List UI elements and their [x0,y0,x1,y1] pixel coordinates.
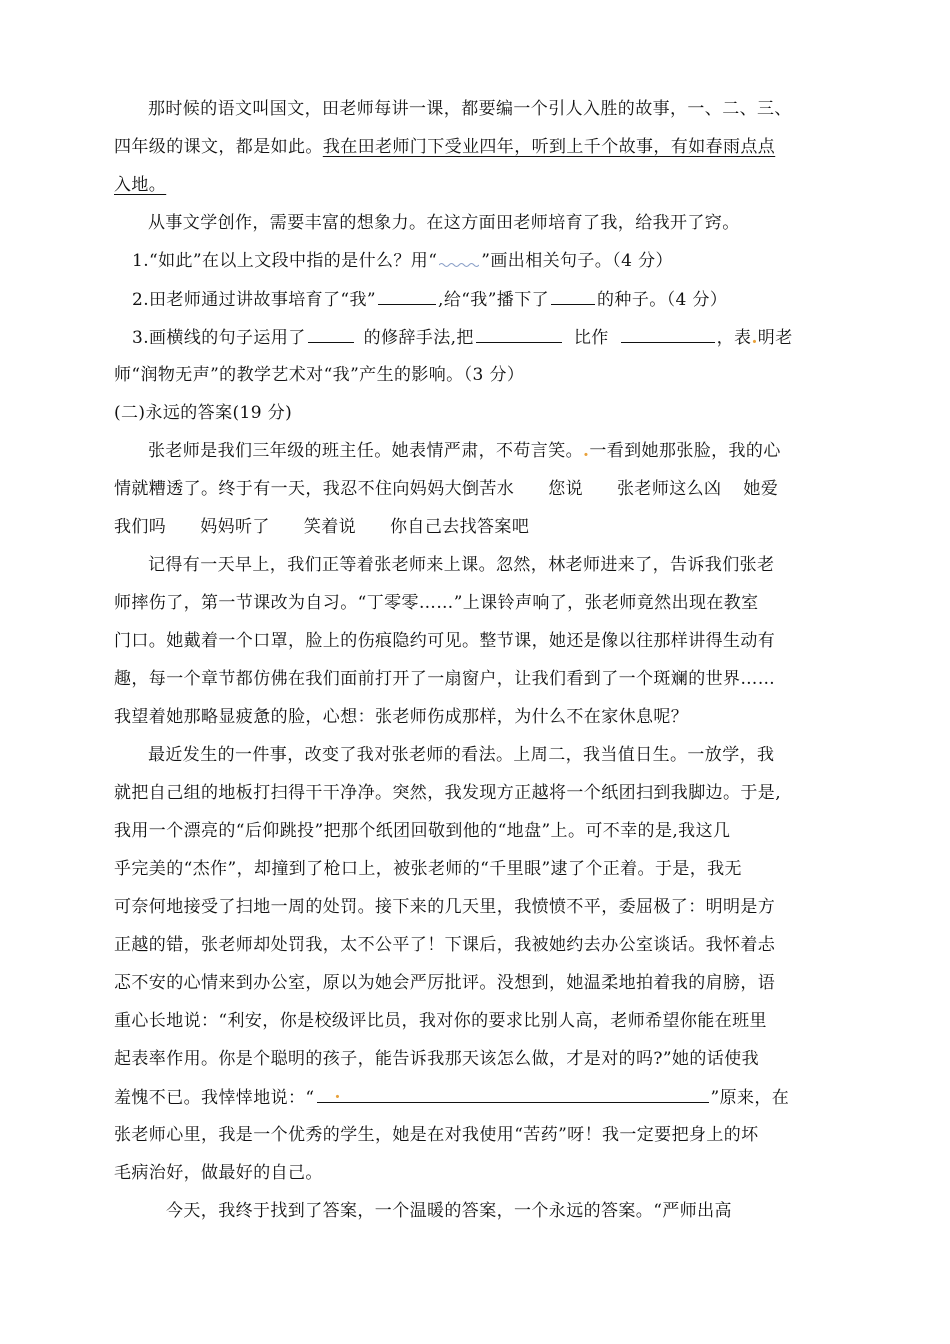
paragraph-line: 记得有一天早上，我们正等着张老师来上课。忽然，林老师进来了，告诉我们张老 [148,555,775,575]
text-run: 张老师是我们三年级的班主任。她表情严肃，不苟言笑。 [148,441,583,461]
highlight-dot: . [583,441,590,461]
paragraph-line: 毛病治好，做最好的自己。 [114,1163,323,1183]
paragraph-line: 那时候的语文叫国文，田老师每讲一课，都要编一个引人入胜的故事，一、二、三、 [148,99,792,119]
question-text: 的修辞手法,把 [363,328,474,348]
paragraph-line: 忑不安的心情来到办公室，原以为她会严厉批评。没想到，她温柔地拍着我的肩膀，语 [114,973,776,993]
question-2 [132,288,862,311]
question-text: ，表 [716,328,752,348]
paragraph-line [114,516,844,538]
answer-blank[interactable] [308,326,354,343]
paragraph-line: 可奈何地接受了扫地一周的处罚。接下来的几天里，我愤愤不平，委屈极了：明明是方 [114,897,776,917]
paragraph-line [148,440,878,462]
question-3-continued: 师“润物无声”的教学艺术对“我”产生的影响。（3 分） [114,365,525,385]
text-run: 我们吗 [114,517,167,537]
paragraph-line: 趣，每一个章节都仿佛在我们面前打开了一扇窗户，让我们看到了一个斑斓的世界…… [114,669,776,689]
question-text: 明老 [757,328,793,348]
answer-blank[interactable] [476,326,562,343]
question-1 [132,250,862,272]
text-run: 情就糟透了。终于有一天，我忍不住向妈妈大倒苦水 [114,479,515,499]
question-text: 比作 [573,328,609,348]
text-run: 笑着说 [303,517,357,537]
paragraph-line: 今天，我终于找到了答案，一个温暖的答案，一个永远的答案。“严师出高 [166,1201,732,1221]
answer-blank[interactable] [621,326,715,343]
paragraph-line: 正越的错，张老师却处罚我，太不公平了！下课后，我被她约去办公室谈话。我怀着忐 [114,935,776,955]
answer-blank[interactable] [551,288,595,305]
paragraph-line: 门口。她戴着一个口罩，脸上的伤痕隐约可见。整节课，她还是像以往那样讲得生动有 [114,631,776,651]
answer-blank[interactable] [378,288,436,305]
question-text: 3.画横线的句子运用了 [132,328,306,348]
paragraph-line [114,136,844,158]
question-text: 1.“如此”在以上文段中指的是什么？用“ [132,251,438,271]
highlight-dot: . [334,1083,341,1103]
paragraph-line: 重心长地说：“利安，你是校级评比员，我对你的要求比别人高，老师希望你能在班里 [114,1011,767,1031]
paragraph-line: 从事文学创作，需要丰富的想象力。在这方面田老师培育了我，给我开了窍。 [148,213,740,233]
paragraph-line: 我望着她那略显疲惫的脸，心想：张老师伤成那样，为什么不在家休息呢？ [114,707,689,727]
paragraph-line: 师摔伤了，第一节课改为自习。“丁零零……”上课铃声响了，张老师竟然出现在教室 [114,593,759,613]
paragraph-line: 就把自己组的地板打扫得干干净净。突然，我发现方正越将一个纸团扫到我脚边。于是, [114,783,782,803]
answer-blank[interactable] [317,1083,709,1103]
wavy-underline-blank[interactable] [439,250,479,266]
paragraph-line: 乎完美的“杰作”，却撞到了枪口上，被张老师的“千里眼”逮了个正着。于是，我无 [114,859,742,879]
text-run: 一看到她那张脸，我的心 [589,441,781,461]
text-run: 四年级的课文，都是如此。 [114,137,323,157]
question-text: 2.田老师通过讲故事培育了“我” [132,290,377,310]
text-run: ”原来，在 [710,1088,790,1108]
question-text: 的种子。（4 分） [597,290,728,310]
paragraph-line: 最近发生的一件事，改变了我对张老师的看法。上周二，我当值日生。一放学，我 [148,745,775,765]
text-run: 你自己去找答案吧 [390,517,530,537]
paragraph-line: 张老师心里，我是一个优秀的学生，她是在对我使用“苦药”呀！我一定要把身上的坏 [114,1125,759,1145]
text-run: 羞愧不已。我悻悻地说：“ [114,1088,315,1108]
paragraph-line: 起表率作用。你是个聪明的孩子，能告诉我那天该怎么做，才是对的吗?”她的话使我 [114,1049,760,1069]
underlined-sentence: 入地。 [114,175,167,195]
paragraph-line: 我用一个漂亮的“后仰跳投”把那个纸团回敬到他的“地盘”上。可不幸的是,我这几 [114,821,731,841]
section-heading: (二)永远的答案(19 分) [114,403,293,423]
paragraph-line [114,174,844,196]
question-text: ,给“我”播下了 [438,290,550,310]
paragraph-line [114,478,844,500]
underlined-sentence: 我在田老师门下受业四年，听到上千个故事，有如春雨点点 [322,137,776,157]
question-text: ”画出相关句子。（4 分） [481,251,673,271]
highlight-dot: . [751,328,758,348]
question-3 [132,326,862,349]
text-run: 妈妈听了 [200,517,270,537]
text-run: 张老师这么凶 [617,479,722,499]
text-run: 您说 [548,479,584,499]
text-run: 她爱 [743,479,779,499]
paragraph-line [114,1083,844,1109]
